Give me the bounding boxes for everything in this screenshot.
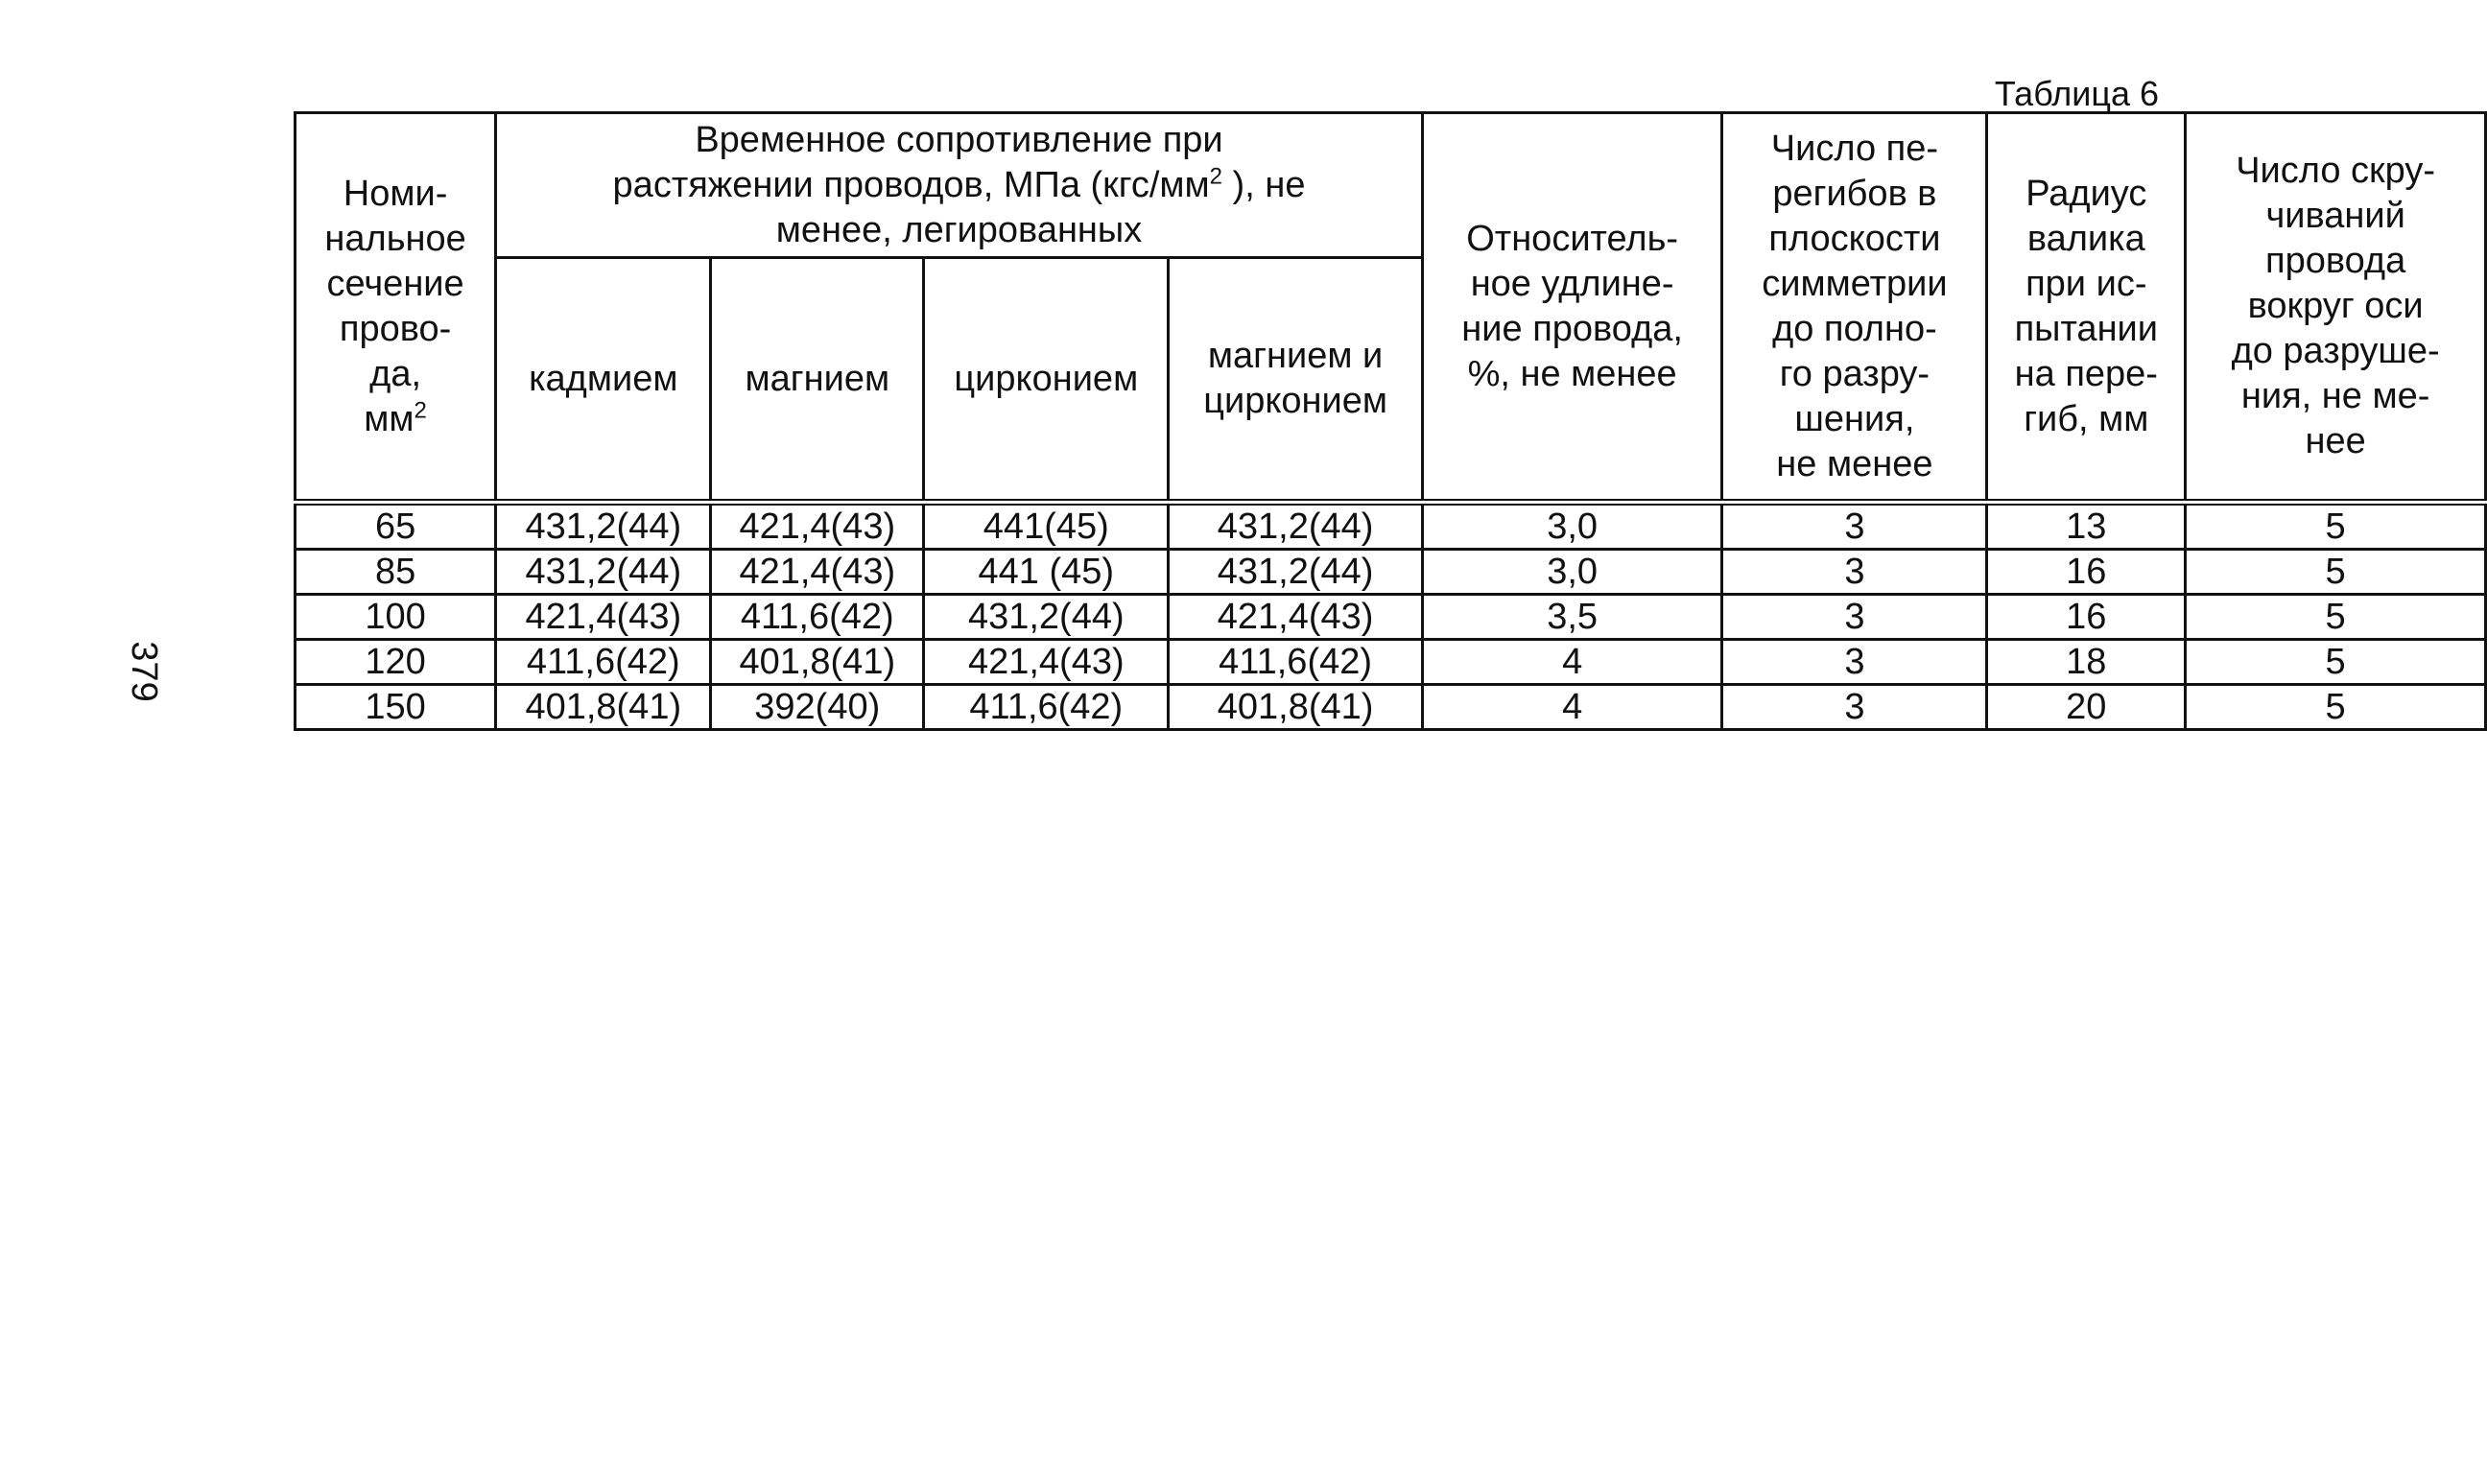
cell-section: 150 [296, 685, 496, 730]
cell-twists: 5 [2186, 550, 2486, 595]
header-magnesium-text: магнием [745, 358, 890, 399]
cell-bends: 3 [1722, 503, 1987, 550]
header-nominal-section-text: Номи- нальное сечение прово- да, мм [324, 173, 466, 439]
cell-zirconium: 421,4(43) [924, 640, 1169, 685]
cell-bends: 3 [1722, 685, 1987, 730]
header-tensile-group-text-a: Временное сопротивление при растяжении проводов, МПа (кгс/мм [612, 119, 1223, 205]
cell-twists: 5 [2186, 595, 2486, 640]
header-nominal-section-sup: 2 [414, 396, 427, 423]
header-roller-radius [1987, 113, 2186, 503]
cell-twists: 5 [2186, 640, 2486, 685]
header-mg-zr [1169, 258, 1422, 503]
cell-bends: 3 [1722, 640, 1987, 685]
header-tensile-group-text-b: ), не менее, легированных [775, 164, 1306, 250]
cell-bends: 3 [1722, 595, 1987, 640]
cell-cadmium: 431,2(44) [496, 503, 711, 550]
table-caption: Таблица 6 [1994, 74, 2159, 113]
cell-mg-zr: 431,2(44) [1169, 503, 1422, 550]
header-tensile-group-sup: 2 [1209, 162, 1222, 189]
cell-magnesium: 392(40) [711, 685, 924, 730]
cell-roller-radius: 20 [1987, 685, 2186, 730]
cell-twists: 5 [2186, 503, 2486, 550]
header-zirconium-text: цирконием [954, 358, 1139, 399]
cell-section: 85 [296, 550, 496, 595]
header-mg-zr-text: магнием и цирконием [1203, 336, 1387, 421]
header-zirconium [924, 258, 1169, 503]
wire-properties-table [294, 111, 2487, 731]
cell-magnesium: 401,8(41) [711, 640, 924, 685]
cell-twists: 5 [2186, 685, 2486, 730]
header-twists-text: Число скру- чиваний провода вокруг оси до разруше- ния, не ме- нее [2231, 151, 2440, 461]
cell-elongation: 3,5 [1422, 595, 1722, 640]
header-row-top [296, 113, 2486, 258]
cell-cadmium: 401,8(41) [496, 685, 711, 730]
cell-elongation: 4 [1422, 685, 1722, 730]
header-elongation-text: Относитель- ное удлине- ние провода, %, не менее [1461, 218, 1683, 394]
header-nominal-section [296, 113, 496, 503]
cell-mg-zr: 431,2(44) [1169, 550, 1422, 595]
cell-zirconium: 441(45) [924, 503, 1169, 550]
table-row [296, 685, 2486, 730]
cell-section: 65 [296, 503, 496, 550]
header-elongation [1422, 113, 1722, 503]
cell-roller-radius: 18 [1987, 640, 2186, 685]
table-row [296, 640, 2486, 685]
header-bends [1722, 113, 1987, 503]
cell-elongation: 4 [1422, 640, 1722, 685]
cell-elongation: 3,0 [1422, 550, 1722, 595]
table-row [296, 595, 2486, 640]
cell-magnesium: 421,4(43) [711, 503, 924, 550]
page-number: 379 [124, 641, 164, 702]
cell-magnesium: 411,6(42) [711, 595, 924, 640]
cell-section: 100 [296, 595, 496, 640]
cell-cadmium: 431,2(44) [496, 550, 711, 595]
header-bends-text: Число пе- регибов в плоскости симметрии до полно- го разру- шения, не менее [1762, 128, 1948, 484]
cell-zirconium: 441 (45) [924, 550, 1169, 595]
header-roller-radius-text: Радиус валика при ис- пытании на пере- гиб, мм [2014, 173, 2159, 439]
table-row [296, 550, 2486, 595]
header-tensile-group [496, 113, 1423, 258]
cell-roller-radius: 13 [1987, 503, 2186, 550]
header-cadmium [496, 258, 711, 503]
cell-roller-radius: 16 [1987, 595, 2186, 640]
cell-mg-zr: 411,6(42) [1169, 640, 1422, 685]
cell-elongation: 3,0 [1422, 503, 1722, 550]
header-twists [2186, 113, 2486, 503]
cell-bends: 3 [1722, 550, 1987, 595]
table-row [296, 503, 2486, 550]
cell-roller-radius: 16 [1987, 550, 2186, 595]
cell-zirconium: 411,6(42) [924, 685, 1169, 730]
cell-mg-zr: 421,4(43) [1169, 595, 1422, 640]
cell-section: 120 [296, 640, 496, 685]
cell-magnesium: 421,4(43) [711, 550, 924, 595]
cell-zirconium: 431,2(44) [924, 595, 1169, 640]
header-magnesium [711, 258, 924, 503]
cell-mg-zr: 401,8(41) [1169, 685, 1422, 730]
cell-cadmium: 411,6(42) [496, 640, 711, 685]
header-cadmium-text: кадмием [529, 358, 678, 399]
cell-cadmium: 421,4(43) [496, 595, 711, 640]
